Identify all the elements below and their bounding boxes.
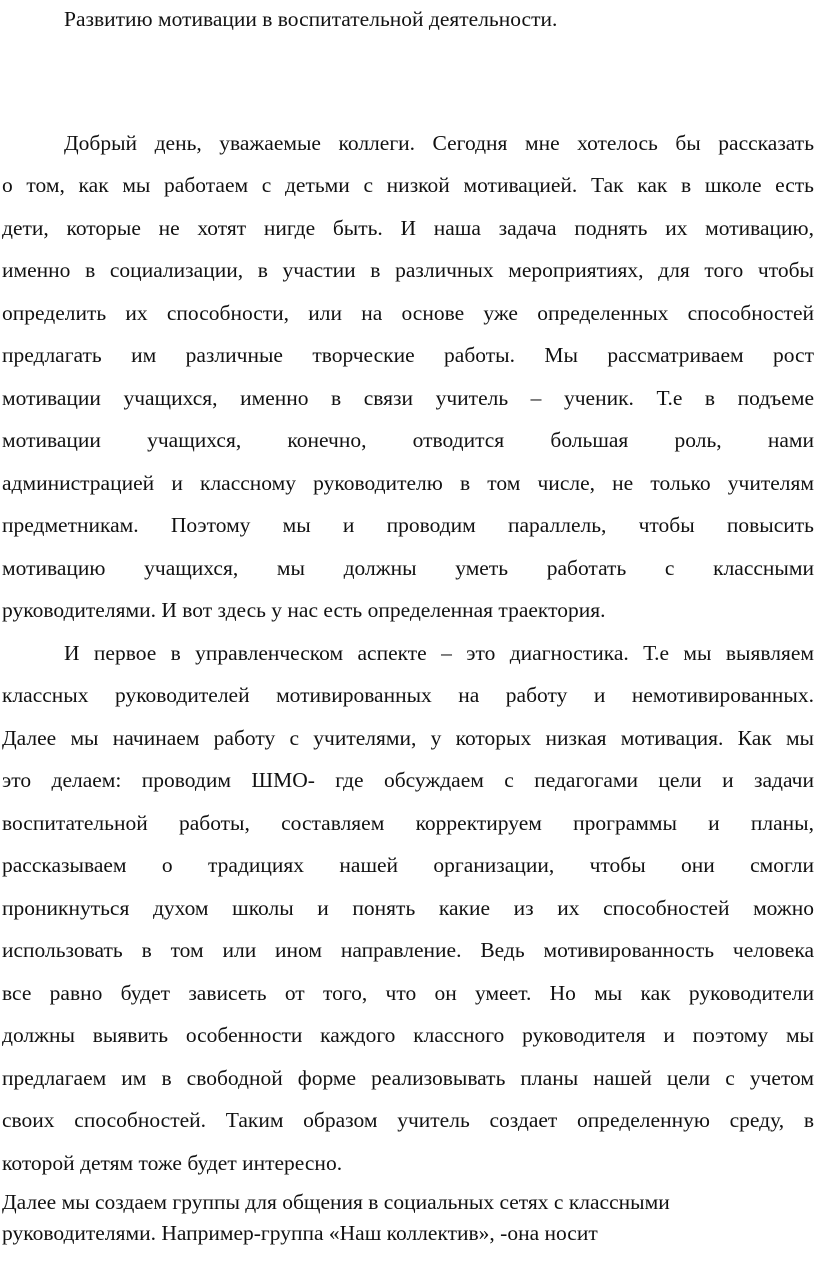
paragraph-line: проникнуться духом школы и понять какие из их способностей можно (2, 896, 814, 920)
paragraph-line: о том, как мы работаем с детьми с низкой мотивацией. Так как в школе есть (2, 173, 814, 197)
paragraph-line: рассказываем о традициях нашей организации, чтобы они смогли (2, 853, 814, 877)
paragraph-line: мотивации учащихся, конечно, отводится большая роль, нами (2, 428, 814, 452)
paragraph-line: своих способностей. Таким образом учитель создает определенную среду, в (2, 1108, 814, 1132)
paragraph-line: мотивации учащихся, именно в связи учитель – ученик. Т.е в подъеме (2, 386, 814, 410)
paragraph-line: администрацией и классному руководителю в том числе, не только учителям (2, 471, 814, 495)
paragraph-line: Далее мы создаем группы для общения в социальных сетях с классными (2, 1190, 670, 1214)
paragraph-line: должны выявить особенности каждого классного руководителя и поэтому мы (2, 1023, 814, 1047)
document-title: Развитию мотивации в воспитательной деятельности. (64, 7, 558, 31)
paragraph-line: мотивацию учащихся, мы должны уметь работать с классными (2, 556, 814, 580)
paragraph-line: которой детям тоже будет интересно. (2, 1151, 343, 1175)
paragraph-line: Добрый день, уважаемые коллеги. Сегодня мне хотелось бы рассказать (64, 131, 814, 155)
paragraph-line: это делаем: проводим ШМО- где обсуждаем с педагогами цели и задачи (2, 768, 814, 792)
paragraph-line: руководителями. И вот здесь у нас есть определенная траектория. (2, 598, 606, 622)
paragraph-line: именно в социализации, в участии в различных мероприятиях, для того чтобы (2, 258, 814, 282)
paragraph-line: предлагать им различные творческие работы. Мы рассматриваем рост (2, 343, 814, 367)
paragraph-line: И первое в управленческом аспекте – это диагностика. Т.е мы выявляем (64, 641, 814, 665)
paragraph-line: предлагаем им в свободной форме реализовывать планы нашей цели с учетом (2, 1066, 814, 1090)
paragraph-line: использовать в том или ином направление. Ведь мотивированность человека (2, 938, 814, 962)
paragraph-line: все равно будет зависеть от того, что он умеет. Но мы как руководители (2, 981, 814, 1005)
paragraph-line: определить их способности, или на основе уже определенных способностей (2, 301, 814, 325)
paragraph-line: Далее мы начинаем работу с учителями, у которых низкая мотивация. Как мы (2, 726, 814, 750)
paragraph-line: руководителями. Например-группа «Наш коллектив», -она носит (2, 1221, 598, 1245)
paragraph-line: предметникам. Поэтому мы и проводим параллель, чтобы повысить (2, 513, 814, 537)
paragraph-line: классных руководителей мотивированных на работу и немотивированных. (2, 683, 814, 707)
paragraph-line: дети, которые не хотят нигде быть. И наша задача поднять их мотивацию, (2, 216, 814, 240)
paragraph-line: воспитательной работы, составляем корректируем программы и планы, (2, 811, 814, 835)
